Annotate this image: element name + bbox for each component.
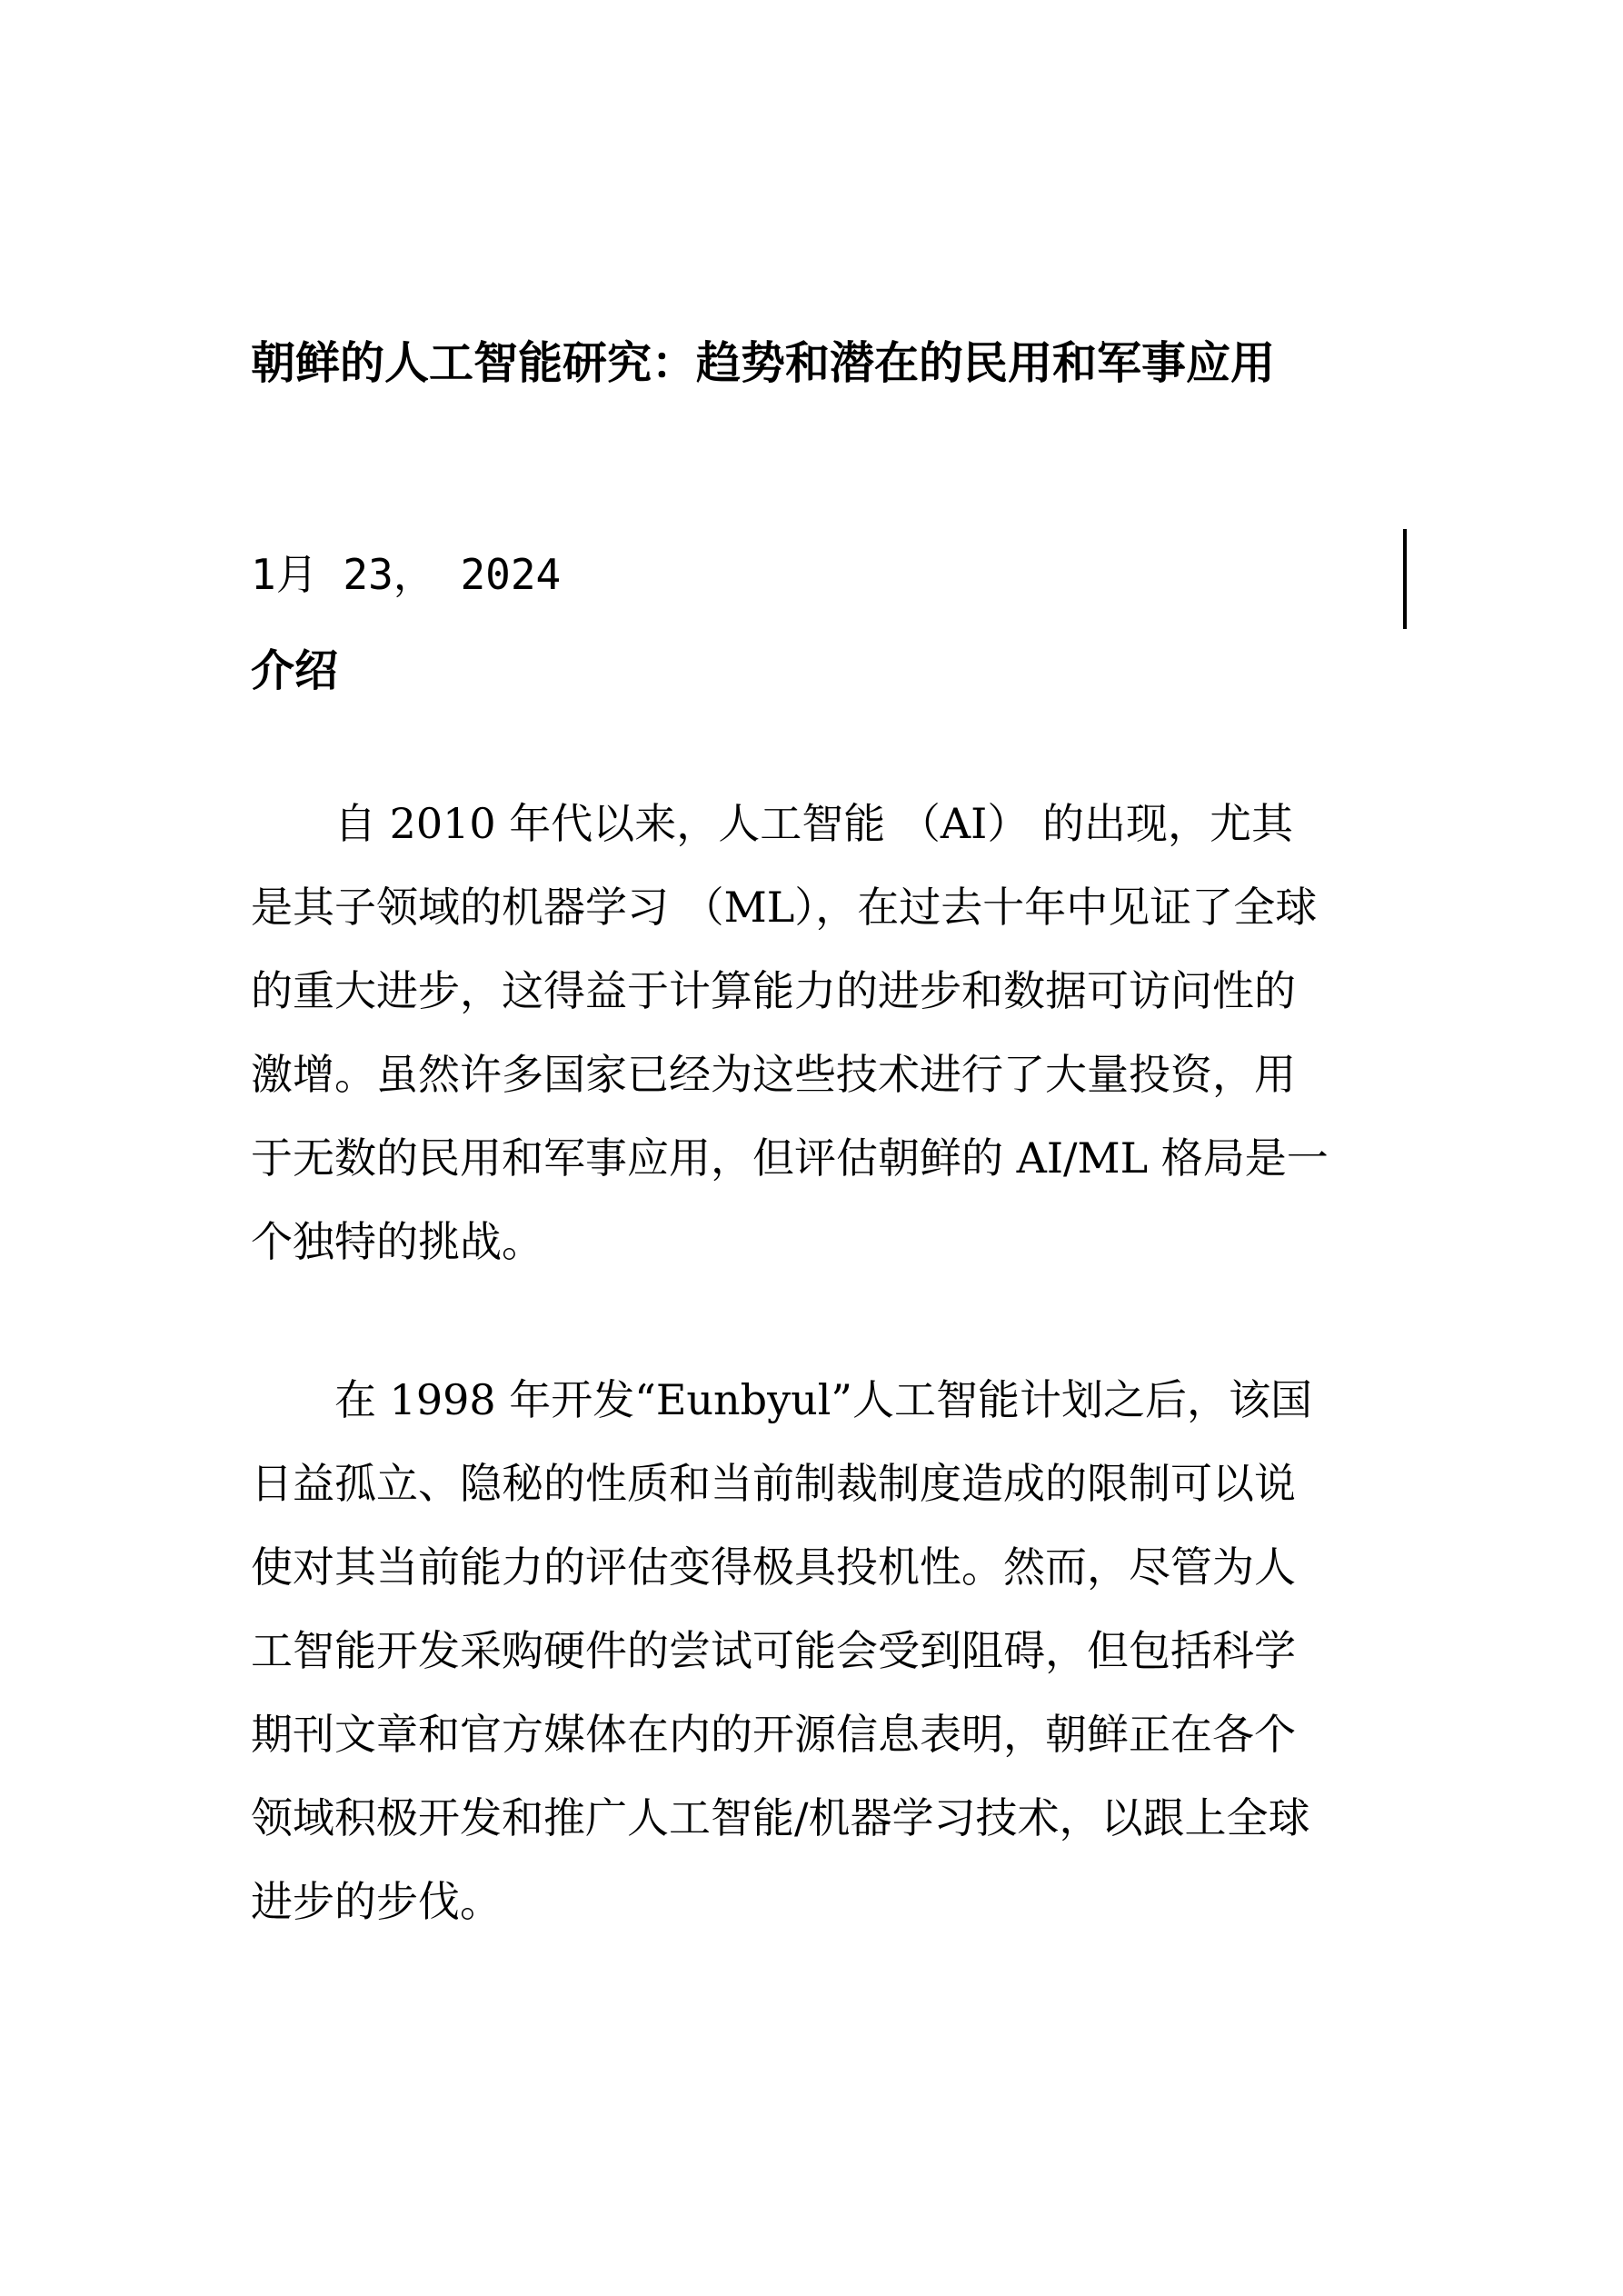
paragraph-line: 是其子领域的机器学习 （ML），在过去十年中见证了全球 <box>251 883 1318 932</box>
paragraph-1 <box>251 782 1396 1283</box>
paragraph-line: 领域积极开发和推广人工智能/机器学习技术，以跟上全球 <box>251 1793 1310 1842</box>
revision-bar <box>1403 529 1407 629</box>
document-date: 1月 23， 2024 <box>251 550 562 599</box>
paragraph-line: 工智能开发采购硬件的尝试可能会受到阻碍，但包括科学 <box>251 1626 1296 1675</box>
paragraph-line: 激增。虽然许多国家已经为这些技术进行了大量投资，用 <box>251 1050 1296 1099</box>
paragraph-line: 的重大进步，这得益于计算能力的进步和数据可访问性的 <box>251 966 1296 1015</box>
paragraph-line: 日益孤立、隐秘的性质和当前制裁制度造成的限制可以说 <box>251 1459 1296 1508</box>
paragraph-line: 个独特的挑战。 <box>251 1217 543 1266</box>
paragraph-line: 在 1998 年开发“Eunbyul”人工智能计划之后，该国 <box>251 1375 1312 1424</box>
paragraph-line: 期刊文章和官方媒体在内的开源信息表明，朝鲜正在各个 <box>251 1710 1296 1759</box>
paragraph-line: 于无数的民用和军事应用，但评估朝鲜的 AI/ML 格局是一 <box>251 1133 1329 1183</box>
paragraph-line: 自 2010 年代以来，人工智能 （AI） 的出现，尤其 <box>251 799 1293 848</box>
section-heading: 介绍 <box>251 645 339 696</box>
paragraph-line: 使对其当前能力的评估变得极具投机性。然而，尽管为人 <box>251 1542 1296 1592</box>
paragraph-line: 进步的步伐。 <box>251 1877 502 1926</box>
document-title: 朝鲜的人工智能研究：趋势和潜在的民用和军事应用 <box>251 336 1276 389</box>
paragraph-2 <box>251 1358 1396 1943</box>
